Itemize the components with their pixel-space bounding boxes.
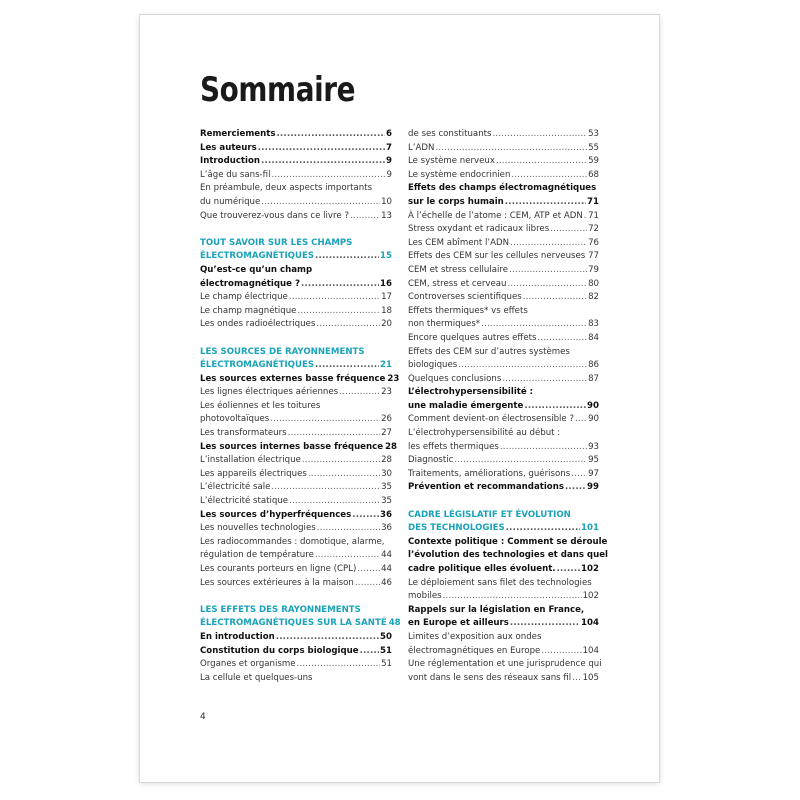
toc-entry [408,454,599,468]
toc-entry [408,427,599,441]
toc-entry-title: Le champ électrique [200,292,288,303]
toc-section-heading [200,346,392,360]
toc-entry [200,373,400,387]
toc-entry [200,413,392,427]
toc-page-number: 30 [381,468,392,479]
page-title: Sommaire [200,70,356,110]
toc-page-number: 50 [380,631,392,642]
toc-page-number: 27 [381,428,392,439]
toc-entry-title: L’électricité sale [200,482,271,493]
toc-entry [408,210,599,224]
toc-entry [408,223,599,237]
toc-entry-title: Une réglementation et une jurisprudence qui [408,659,602,670]
toc-entry [200,495,392,509]
toc-entry-title: L’installation électrique [200,455,301,466]
page-number: 4 [200,712,206,722]
dot-leader [557,563,580,577]
dot-leader [565,481,586,495]
toc-entry-title: mobiles [408,591,442,602]
toc-page-number: 87 [588,373,599,384]
toc-entry [408,617,599,631]
dot-leader [571,468,587,482]
toc-entry [408,346,599,360]
toc-page-number: 77 [588,251,599,262]
toc-page-number: 83 [588,319,599,330]
dot-leader [481,318,587,332]
section-spacer [200,590,392,604]
toc-page-number: 104 [582,645,599,656]
toc-entry-title: Les sources d’hyperfréquences [200,509,352,520]
dot-leader [316,318,380,332]
toc-entry-title: À l’échelle de l’atome : CEM, ATP et ADN [408,210,583,221]
toc-page-number: 44 [381,550,392,561]
toc-entry [408,645,599,659]
dot-leader [454,454,587,468]
toc-entry-title: Les ondes radioélectriques [200,319,316,330]
toc-entry-title: ÉLECTROMAGNÉTIQUES SUR LA SANTÉ [200,618,387,629]
toc-entry-title: CEM et stress cellulaire [408,264,509,275]
toc-page-number: 23 [381,387,392,398]
toc-entry-title: vont dans le sens des réseaux sans fil [408,672,572,683]
toc-entry-title: Effets thermiques* vs effets [408,305,528,316]
toc-entry-title: électromagnétiques en Europe [408,645,541,656]
toc-page-number: 90 [588,414,599,425]
toc-entry [200,318,392,332]
toc-column-left [200,128,401,685]
toc-entry-title: Contexte politique : Comment se déroule [408,536,608,547]
toc-entry-title: Les auteurs [200,142,257,153]
toc-section-heading [200,359,392,373]
toc-entry [200,522,392,536]
toc-entry [200,658,392,672]
toc-entry-title: Les appareils électriques [200,468,307,479]
dot-leader [317,522,380,536]
toc-entry-title: Les transformateurs [200,428,287,439]
toc-entry [200,549,392,563]
toc-entry [200,128,392,142]
dot-leader [308,468,380,482]
toc-entry-title: Le champ magnétique [200,305,297,316]
toc-entry [200,577,392,591]
toc-entry [200,305,392,319]
toc-entry [408,386,599,400]
toc-entry [408,468,599,482]
dot-leader [435,142,587,156]
toc-entry-title: CADRE LÉGISLATIF ET ÉVOLUTION [408,509,571,520]
toc-entry-title: en Europe et ailleurs [408,618,509,629]
dot-leader [360,645,379,659]
dot-leader [357,563,380,577]
toc-entry [200,427,392,441]
toc-entry-title: Controverses scientifiques [408,292,522,303]
toc-page-number: 35 [381,482,392,493]
dot-leader [315,250,379,264]
dot-leader [315,549,380,563]
toc-entry [200,441,398,455]
toc-page-number: 104 [581,618,599,629]
toc-entry [200,278,392,292]
toc-page-number: 82 [588,292,599,303]
toc-entry-title: électromagnétique ? [200,278,300,289]
toc-entry [408,291,599,305]
toc-page-number: 26 [381,414,392,425]
toc-entry-title: Traitements, améliorations, guérisons [408,468,571,479]
toc-section-heading [408,509,599,523]
toc-page-number: 72 [588,224,599,235]
dot-leader [572,672,581,686]
toc-page-number: 68 [588,169,599,180]
toc-entry [408,128,599,142]
toc-page-number: 15 [380,251,392,262]
toc-entry-title: L’électrohypersensibilité au début : [408,428,561,439]
toc-entry-title: DES TECHNOLOGIES [408,523,505,534]
dot-leader [289,291,380,305]
dot-leader [502,373,587,387]
toc-entry [200,481,392,495]
toc-entry-title: Les sources externes basse fréquence [200,373,386,384]
toc-page-number: 80 [588,278,599,289]
toc-entry [408,549,608,563]
toc-entry [408,237,599,251]
dot-leader [350,210,380,224]
toc-page-number: 18 [381,305,392,316]
toc-entry [200,672,392,686]
toc-entry [408,441,599,455]
toc-page-number: 23 [387,373,400,384]
dot-leader [541,645,581,659]
dot-leader [524,400,586,414]
toc-entry [200,509,392,523]
toc-entry-title: photovoltaïques [200,414,270,425]
toc-page-number: 99 [587,482,599,493]
toc-entry [200,142,392,156]
toc-entry-title: non thermiques* [408,319,481,330]
toc-entry [408,373,599,387]
dot-leader [575,413,587,427]
toc-entry-title: Limites d’exposition aux ondes [408,631,542,642]
toc-page-number: 36 [381,523,392,534]
toc-entry [408,536,608,550]
toc-page-number: 93 [588,441,599,452]
toc-section-heading [200,250,392,264]
dot-leader [289,495,380,509]
dot-leader [458,359,587,373]
toc-entry [200,645,392,659]
toc-entry-title: En préambule, deux aspects importants [200,183,373,194]
toc-entry-title: Les radiocommandes : domotique, alarme, [200,536,385,547]
toc-page-number: 17 [381,292,392,303]
toc-entry [200,182,392,196]
toc-entry-title: Qu’est-ce qu’un champ [200,264,313,275]
toc-entry [408,182,599,196]
toc-entry [408,359,599,373]
toc-page-number: 84 [588,332,599,343]
toc-entry-title: L’électricité statique [200,496,289,507]
toc-entry [200,468,392,482]
dot-leader [276,128,385,142]
dot-leader [302,454,380,468]
toc-page-number: 101 [581,523,599,534]
toc-entry-title: CEM, stress et cerveau [408,278,507,289]
toc-entry-title: TOUT SAVOIR SUR LES CHAMPS [200,237,353,248]
toc-page-number: 86 [588,360,599,371]
dot-leader [271,169,385,183]
toc-entry [200,210,392,224]
toc-page-number: 102 [582,591,599,602]
toc-entry [200,536,392,550]
toc-entry-title: L’âge du sans-fil [200,169,271,180]
toc-entry-title: Remerciements [200,129,276,139]
toc-entry-title: les effets thermiques [408,441,499,452]
toc-entry-title: Rappels sur la législation en France, [408,604,585,615]
dot-leader [510,237,587,251]
toc-entry-title: Comment devient-on électrosensible ? [408,414,575,425]
toc-entry [200,155,392,169]
toc-entry-title: Le déploiement sans filet des technologies [408,577,592,588]
toc-entry-title: Effets des CEM sur les cellules nerveuses [408,251,586,262]
toc-section-heading [200,604,392,618]
toc-entry [200,563,392,577]
toc-entry-title: Introduction [200,156,261,167]
toc-entry-title: Le système nerveux [408,156,495,167]
dot-leader [506,522,580,536]
toc-entry [408,413,599,427]
toc-entry-title: La cellule et quelques-uns [200,672,313,683]
dot-leader [550,223,587,237]
toc-page-number: 53 [588,129,599,139]
toc-page-number: 13 [381,210,392,221]
toc-entry-title: Les sources internes basse fréquence [200,441,384,452]
section-spacer [200,223,392,237]
toc-entry-title: En introduction [200,631,275,642]
toc-entry-title: biologiques [408,360,458,371]
toc-entry-title: Les sources extérieures à la maison [200,577,354,588]
toc-page-number: 71 [587,196,599,207]
dot-leader [258,142,385,156]
dot-leader [509,264,587,278]
toc-page-number: 97 [588,468,599,479]
toc-entry-title: Les nouvelles technologies [200,523,316,534]
dot-leader [523,291,587,305]
toc-entry-title: ÉLECTROMAGNÉTIQUES [200,360,315,371]
dot-leader [511,169,587,183]
dot-leader [584,210,587,224]
dot-leader [261,155,385,169]
toc-entry-title: Les CEM abîment l’ADN [408,237,510,248]
toc-page-number: 28 [385,441,398,452]
toc-page-number: 102 [581,564,599,574]
dot-leader [270,413,380,427]
toc-entry-title: de ses constituants [408,129,492,139]
dot-leader [537,332,587,346]
toc-entry-title: une maladie émergente [408,400,524,411]
toc-page-number: 9 [386,169,392,180]
toc-entry [408,481,599,495]
toc-entry [408,400,599,414]
toc-entry [408,305,599,319]
toc-entry [408,604,599,618]
toc-entry [408,577,599,591]
toc-page-number: 36 [380,509,392,520]
toc-entry [200,631,392,645]
toc-entry [408,590,599,604]
dot-leader [496,155,587,169]
dot-leader [301,278,379,292]
toc-entry-title: Les éoliennes et les toitures [200,400,321,411]
toc-entry-title: sur le corps humain [408,196,504,207]
toc-page-number: 90 [587,400,599,411]
toc-page-number: 21 [380,360,392,371]
dot-leader [271,481,380,495]
toc-entry-title: Que trouverez-vous dans ce livre ? [200,210,349,221]
toc-page-number: 76 [588,237,599,248]
dot-leader [508,278,588,292]
dot-leader [288,427,380,441]
toc-entry [408,155,599,169]
toc-page-number: 7 [386,142,392,153]
toc-page-number: 51 [380,645,392,656]
toc-entry-title: ÉLECTROMAGNÉTIQUES [200,251,315,262]
toc-page-number: 44 [381,564,392,574]
toc-entry-title: Constitution du corps biologique [200,645,359,656]
toc-entry [200,169,392,183]
toc-entry [200,400,392,414]
dot-leader [297,658,381,672]
toc-page-number: 20 [381,319,392,330]
dot-leader [261,196,380,210]
toc-page-number: 48 [388,618,401,629]
toc-entry [408,278,599,292]
toc-entry-title: l’évolution des technologies et dans quel [408,550,608,561]
toc-entry-title: régulation de température [200,550,314,561]
toc-entry [408,672,599,686]
toc-entry-title: LES EFFETS DES RAYONNEMENTS [200,604,361,615]
dot-leader [443,590,582,604]
toc-entry-title: Encore quelques autres effets [408,332,537,343]
toc-entry-title: Stress oxydant et radicaux libres [408,224,550,235]
toc-entry [200,196,392,210]
toc-entry [408,631,599,645]
dot-leader [276,631,379,645]
section-spacer [408,495,599,509]
toc-section-heading [408,522,599,536]
toc-entry [408,332,599,346]
dot-leader [339,386,380,400]
toc-page-number: 16 [380,278,392,289]
toc-entry [408,264,599,278]
toc-entry-title: Effets des CEM sur d’autres systèmes [408,346,570,357]
toc-entry-title: L’ADN [408,142,435,153]
toc-page-number: 46 [381,577,392,588]
toc-section-heading [200,617,401,631]
toc-entry-title: Organes et organisme [200,659,296,670]
toc-page-number: 35 [381,496,392,507]
toc-entry-title: Les courants porteurs en ligne (CPL) [200,564,357,574]
toc-page-number: 10 [381,196,392,207]
toc-page-number: 51 [381,659,392,670]
toc-entry [408,658,602,672]
toc-page-number: 95 [588,455,599,466]
toc-entry [408,142,599,156]
toc-entry-title: Quelques conclusions [408,373,502,384]
dot-leader [493,128,588,142]
toc-entry [200,454,392,468]
toc-entry [200,386,392,400]
dot-leader [500,441,587,455]
toc-page-number: 59 [588,156,599,167]
dot-leader [352,509,379,523]
toc-page-number: 79 [588,264,599,275]
dot-leader [297,305,380,319]
toc-entry [200,264,392,278]
toc-entry [200,291,392,305]
toc-entry-title: Effets des champs électromagnétiques [408,183,597,194]
dot-leader [510,617,580,631]
toc-entry [408,250,599,264]
toc-entry-title: cadre politique elles évoluent. [408,564,556,574]
dot-leader [355,577,380,591]
dot-leader [315,359,379,373]
toc-entry [408,563,599,577]
toc-entry [408,318,599,332]
toc-entry-title: Prévention et recommandations [408,482,564,493]
toc-entry-title: Les lignes électriques aériennes [200,387,339,398]
toc-page-number: 55 [588,142,599,153]
toc-page-number: 71 [588,210,599,221]
toc-page-number: 9 [386,156,392,167]
toc-entry-title: L’électrohypersensibilité : [408,387,534,398]
toc-entry-title: LES SOURCES DE RAYONNEMENTS [200,346,365,357]
toc-column-right [408,128,608,685]
toc-entry-title: Le système endocrinien [408,169,511,180]
toc-page-number: 6 [386,129,392,139]
toc-entry-title: du numérique [200,196,261,207]
toc-entry [408,169,599,183]
dot-leader [586,250,587,264]
toc-entry-title: Diagnostic [408,455,454,466]
section-spacer [200,332,392,346]
toc-section-heading [200,237,392,251]
toc-entry [408,196,599,210]
toc-page-number: 28 [381,455,392,466]
dot-leader [505,196,586,210]
toc-page-number: 105 [582,672,599,683]
